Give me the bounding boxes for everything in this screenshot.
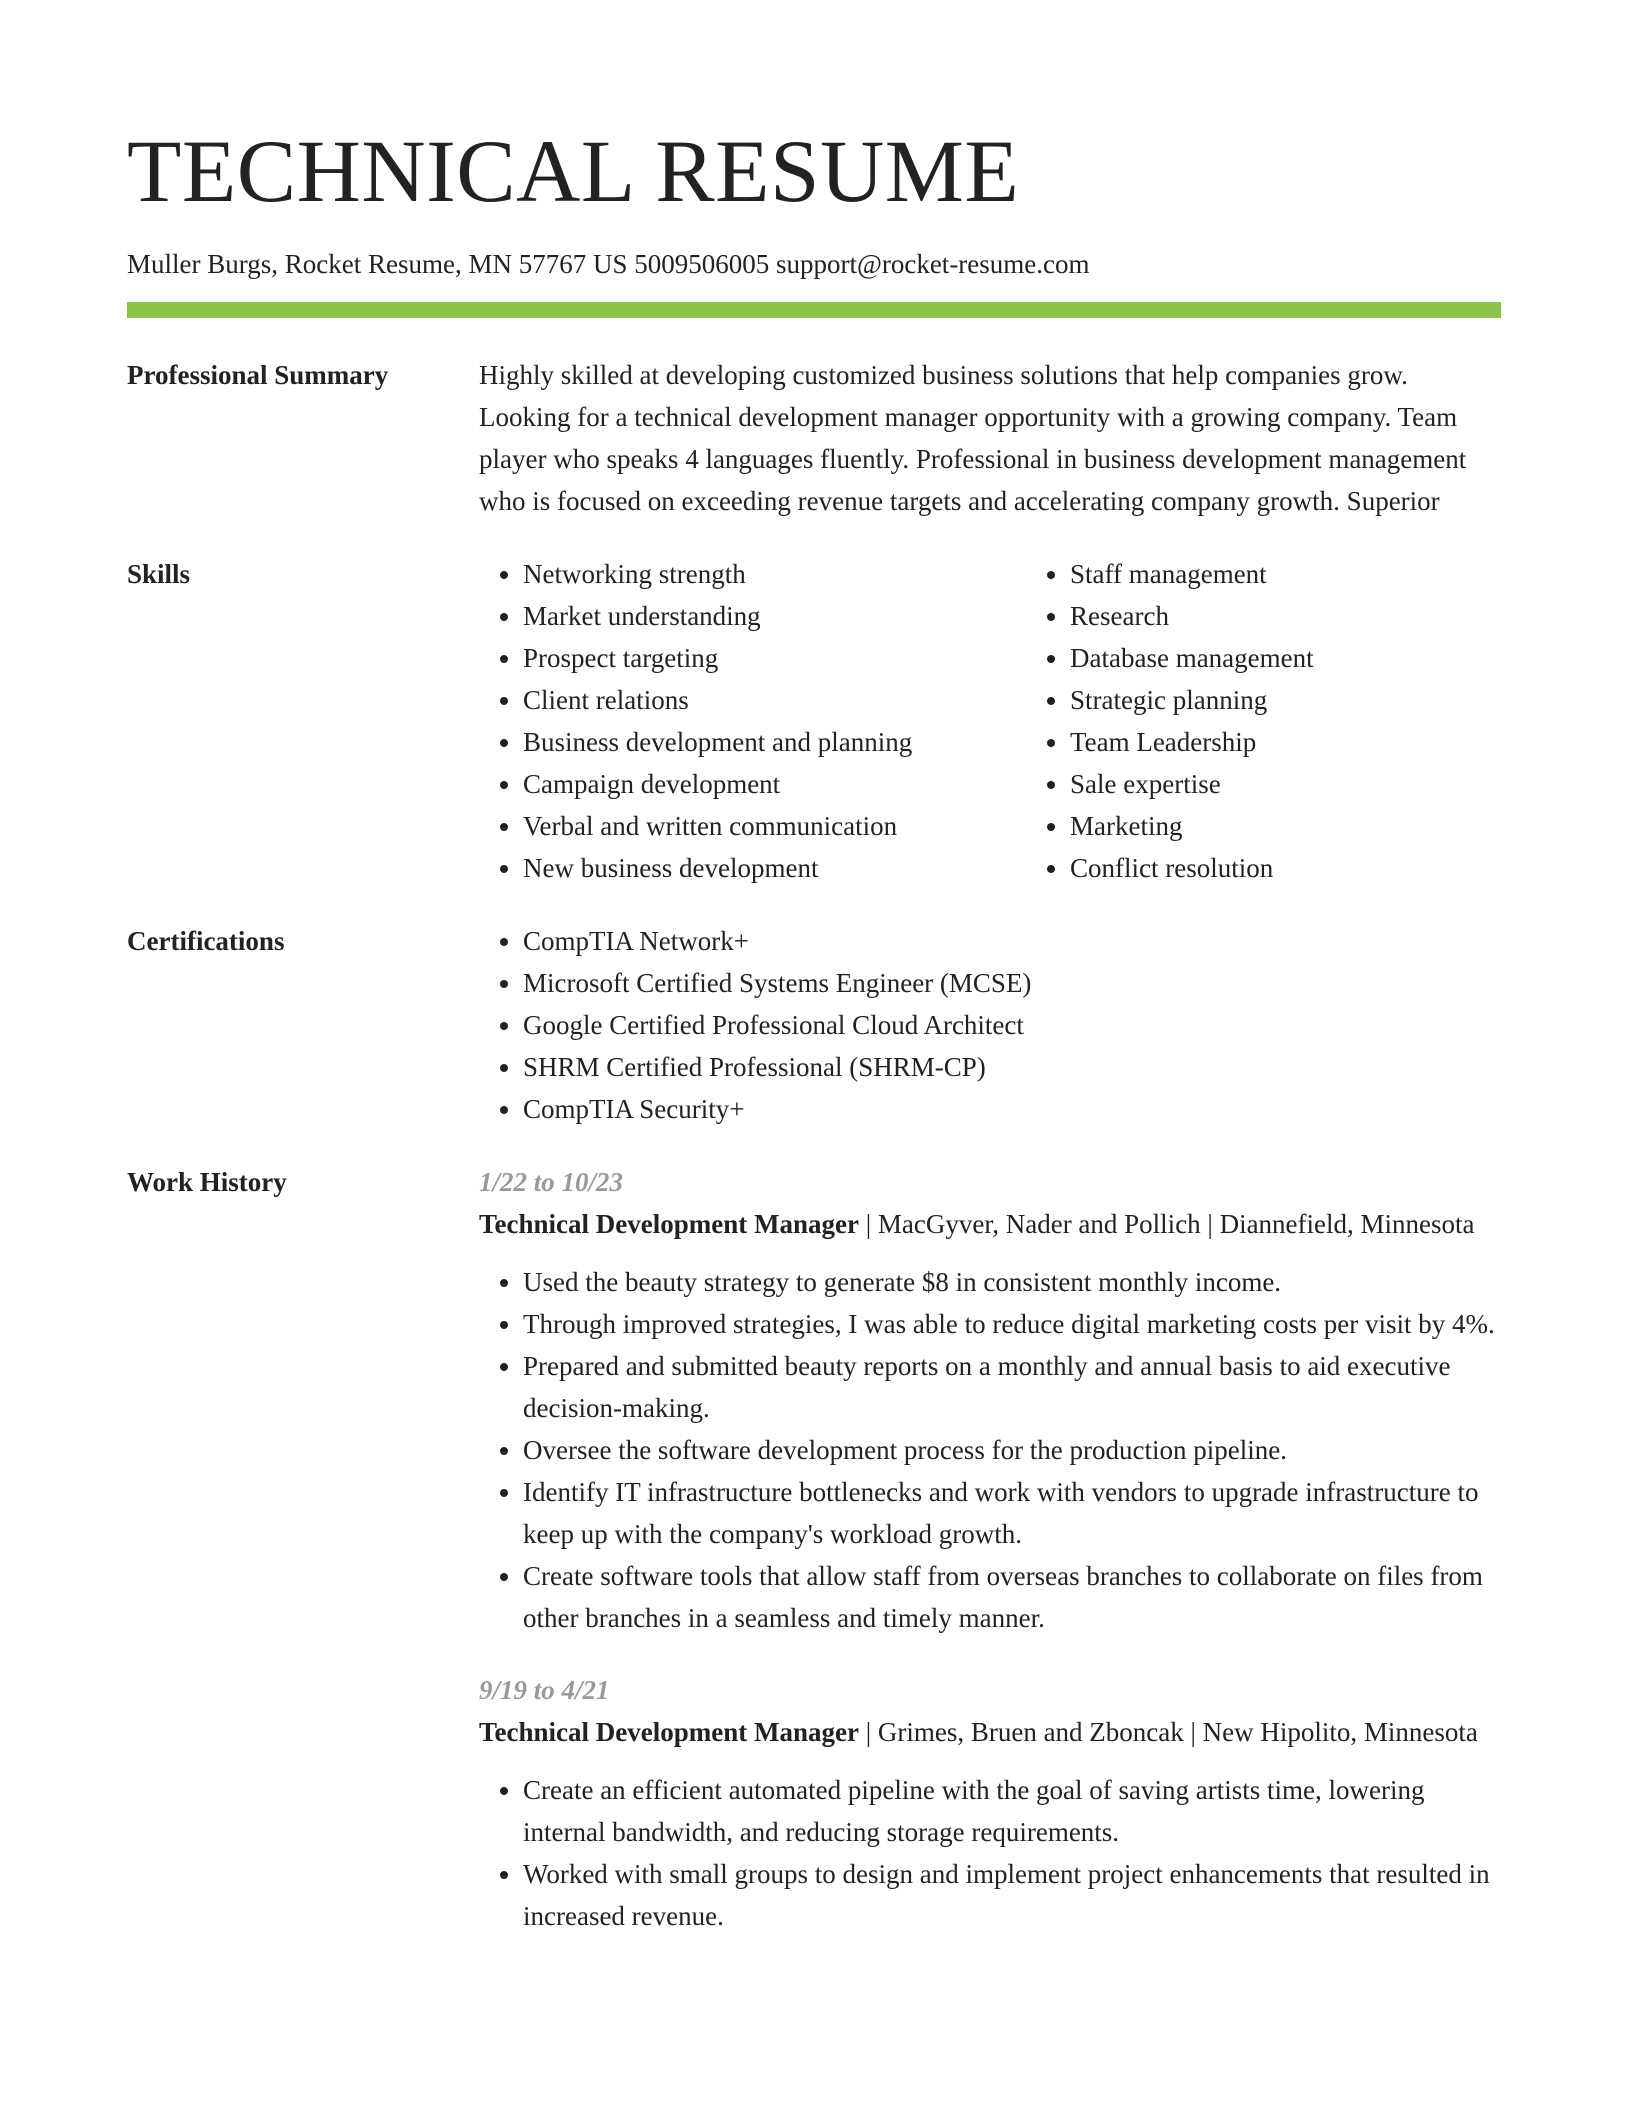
skill-item: • Staff management <box>1070 553 1501 595</box>
job-title: Technical Development Manager <box>479 1717 859 1747</box>
certifications-body <box>479 920 1501 1130</box>
certification-item: • Microsoft Certified Systems Engineer (MCSE) <box>523 962 1501 1004</box>
skill-item: • Business development and planning <box>523 721 1026 763</box>
job-bullet: • Oversee the software development process for the production pipeline. <box>523 1429 1501 1471</box>
skills-list-right <box>1026 553 1501 889</box>
job-bullets <box>479 1769 1501 1937</box>
skill-item: • Conflict resolution <box>1070 847 1501 889</box>
job-bullet: • Used the beauty strategy to generate $8 in consistent monthly income. <box>523 1261 1501 1303</box>
job-heading <box>479 1711 1501 1753</box>
job-bullet: • Identify IT infrastructure bottlenecks and work with vendors to upgrade infrastructure to keep up with the company's workload growth. <box>523 1471 1501 1555</box>
job-title: Technical Development Manager <box>479 1209 859 1239</box>
skill-item: • Marketing <box>1070 805 1501 847</box>
skill-item: • Market understanding <box>523 595 1026 637</box>
summary-text: Highly skilled at developing customized business solutions that help companies grow. Looking for a technical development manager opportunity with a growing company. Team player who speaks 4 languages fluently. Professional in business development management who is focused on exceeding revenue targets and accelerating company growth. Superior <box>479 360 1467 516</box>
job-dates: 1/22 to 10/23 <box>479 1167 624 1197</box>
skill-item: • Prospect targeting <box>523 637 1026 679</box>
job-bullets <box>479 1261 1501 1639</box>
skill-item: • Database management <box>1070 637 1501 679</box>
resume-title: TECHNICAL RESUME <box>127 123 1020 221</box>
skill-item: • Sale expertise <box>1070 763 1501 805</box>
job-entry <box>479 1669 1501 1937</box>
certification-item: • CompTIA Network+ <box>523 920 1501 962</box>
skill-item: • Strategic planning <box>1070 679 1501 721</box>
skill-item: • Research <box>1070 595 1501 637</box>
skills-columns <box>479 553 1501 889</box>
accent-divider <box>127 302 1501 318</box>
job-bullet: • Worked with small groups to design and implement project enhancements that resulted in increased revenue. <box>523 1853 1501 1937</box>
job-bullet: • Prepared and submitted beauty reports on a monthly and annual basis to aid executive decision-making. <box>523 1345 1501 1429</box>
job-bullet: • Through improved strategies, I was able to reduce digital marketing costs per visit by 4%. <box>523 1303 1501 1345</box>
job-bullet: • Create software tools that allow staff from overseas branches to collaborate on files from other branches in a seamless and timely manner. <box>523 1555 1501 1639</box>
summary-section <box>127 354 1501 522</box>
skill-item: • New business development <box>523 847 1026 889</box>
certification-item: • Google Certified Professional Cloud Architect <box>523 1004 1501 1046</box>
job-entry <box>479 1161 1501 1639</box>
skills-list-left <box>479 553 1026 889</box>
certification-item: • CompTIA Security+ <box>523 1088 1501 1130</box>
job-company-location: | MacGyver, Nader and Pollich | Diannefield, Minnesota <box>858 1209 1475 1239</box>
certification-item: • SHRM Certified Professional (SHRM-CP) <box>523 1046 1501 1088</box>
contact-line: Muller Burgs, Rocket Resume, MN 57767 US 5009506005 support@rocket-resume.com <box>127 249 1090 279</box>
resume-page <box>127 112 1501 1937</box>
work-history-heading: Work History <box>127 1167 287 1197</box>
certifications-heading: Certifications <box>127 926 285 956</box>
skill-item: • Networking strength <box>523 553 1026 595</box>
skill-item: • Verbal and written communication <box>523 805 1026 847</box>
certifications-section <box>127 920 1501 1130</box>
certifications-list <box>479 920 1501 1130</box>
job-company-location: | Grimes, Bruen and Zboncak | New Hipolito, Minnesota <box>858 1717 1478 1747</box>
job-heading <box>479 1203 1501 1245</box>
skills-heading: Skills <box>127 559 191 589</box>
skills-section <box>127 553 1501 889</box>
job-dates: 9/19 to 4/21 <box>479 1675 610 1705</box>
skill-item: • Client relations <box>523 679 1026 721</box>
skill-item: • Team Leadership <box>1070 721 1501 763</box>
summary-heading: Professional Summary <box>127 360 389 390</box>
job-bullet: • Create an efficient automated pipeline with the goal of saving artists time, lowering internal bandwidth, and reducing storage requirements. <box>523 1769 1501 1853</box>
skill-item: • Campaign development <box>523 763 1026 805</box>
work-history-body <box>479 1161 1501 1937</box>
work-history-section <box>127 1161 1501 1937</box>
